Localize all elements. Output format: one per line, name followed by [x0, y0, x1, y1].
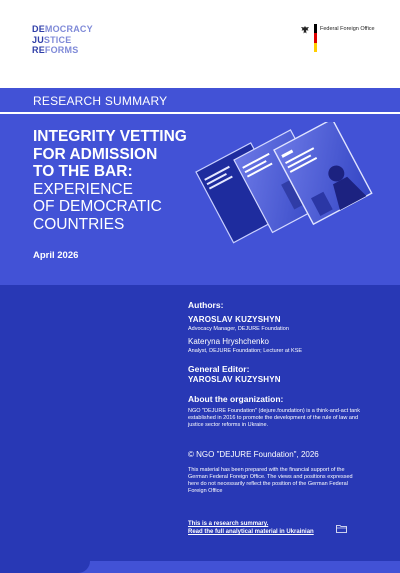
subtitle-line: COUNTRIES — [33, 215, 125, 233]
author-role: Advocacy Manager, DEJURE Foundation — [188, 326, 289, 332]
bottom-accent-cut — [0, 558, 90, 573]
about-text: NGO "DEJURE Foundation" (dejure.foundation) is a think-and-act tank established in 2016 to promote the development of the rule of law and justice sector reforms in Ukraine. — [188, 408, 361, 428]
federal-foreign-office-logo — [300, 24, 375, 52]
page-header — [0, 0, 400, 88]
publication-date: April 2026 — [33, 250, 79, 261]
partner-name: Federal Foreign Office — [320, 26, 375, 32]
editor-name: YAROSLAV KUZYSHYN — [188, 375, 281, 384]
disclaimer: This material has been prepared with the financial support of the German Federal Foreign Office. The views and positions expressed here do not necessarily reflect the position of the German Federal Foreign Office — [188, 467, 353, 494]
subtitle-line: OF DEMOCRATIC — [33, 198, 162, 215]
dejure-logo — [32, 24, 93, 56]
research-summary-label: RESEARCH SUMMARY — [33, 94, 168, 108]
editor-heading: General Editor: — [188, 364, 250, 374]
folder-icon[interactable] — [336, 524, 347, 533]
title-line: FOR ADMISSION — [33, 145, 158, 163]
logo-line-justice: JUSTICE — [32, 34, 72, 45]
title-line: INTEGRITY VETTING — [33, 128, 187, 145]
title-line: TO THE BAR: — [33, 163, 133, 180]
author-role: Analyst, DEJURE Foundation; Lecturer at KSE — [188, 348, 303, 354]
eagle-icon — [300, 25, 310, 35]
author-name: YAROSLAV KUZYSHYN — [188, 315, 281, 324]
german-flag — [314, 24, 317, 52]
author-name: Kateryna Hryshchenko — [188, 337, 269, 346]
copyright: © NGO "DEJURE Foundation", 2026 — [188, 450, 319, 459]
logo-line-reforms: REFORMS — [32, 45, 79, 55]
about-heading: About the organization: — [188, 394, 284, 404]
booklets-illustration — [186, 122, 392, 272]
summary-note: This is a research summary. — [188, 521, 269, 527]
logo-line-democracy: DEMOCRACY — [32, 24, 93, 34]
full-material-link[interactable] — [188, 520, 314, 536]
full-material-link-text[interactable]: Read the full analytical material in Ukrainian — [188, 529, 314, 535]
authors-heading: Authors: — [188, 300, 224, 310]
subtitle-line: EXPERIENCE — [33, 180, 133, 198]
banner-rule — [0, 112, 400, 114]
